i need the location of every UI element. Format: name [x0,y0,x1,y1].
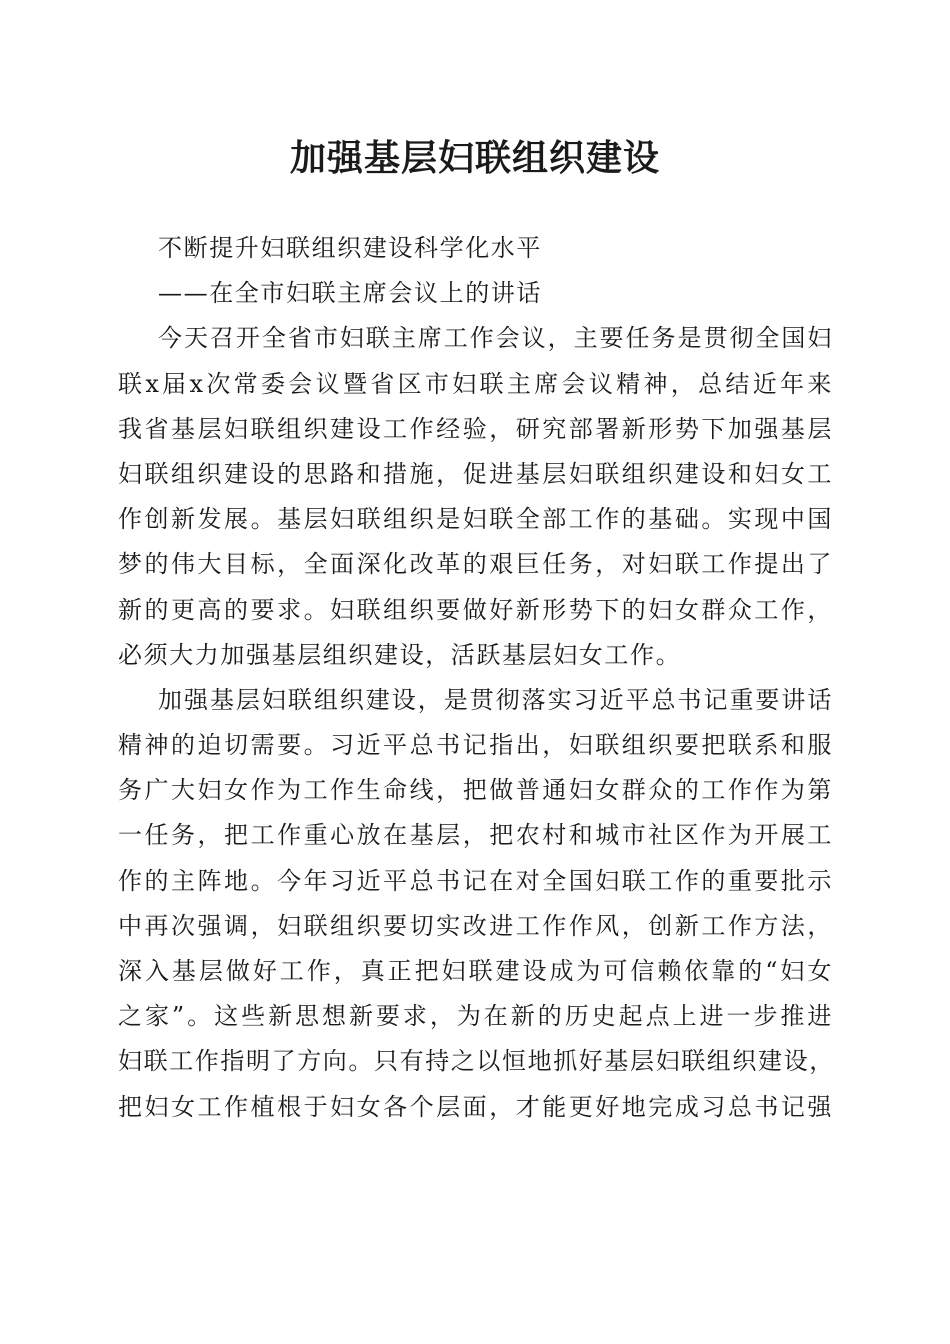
text-line: 作创新发展。基层妇联组织是妇联全部工作的基础。实现中国 [118,505,833,534]
text-line: 梦的伟大目标，全面深化改革的艰巨任务，对妇联工作提出了 [118,550,833,579]
text-line: 一任务，把工作重心放在基层，把农村和城市社区作为开展工 [118,821,833,850]
text-line: 中再次强调，妇联组织要切实改进工作作风，创新工作方法， [118,911,833,940]
text-line: 之家”。这些新思想新要求，为在新的历史起点上进一步推进 [118,1002,833,1031]
text-line: 妇联工作指明了方向。只有持之以恒地抓好基层妇联组织建设， [118,1047,835,1076]
text-line: 作的主阵地。今年习近平总书记在对全国妇联工作的重要批示 [118,866,833,895]
text-line: 深入基层做好工作，真正把妇联建设成为可信赖依靠的“妇女 [118,957,833,985]
text-line: 不断提升妇联组织建设科学化水平 [158,234,542,262]
text-line: 必须大力加强基层组织建设，活跃基层妇女工作。 [118,640,682,669]
document-body [118,226,833,1130]
text-line: 务广大妇女作为工作生命线，把做普通妇女群众的工作作为第 [118,776,833,805]
text-line: 联x届x次常委会议暨省区市妇联主席会议精神，总结近年来 [118,369,833,398]
text-line: 妇联组织建设的思路和措施，促进基层妇联组织建设和妇女工 [118,459,833,488]
text-line: 把妇女工作植根于妇女各个层面，才能更好地完成习总书记强 [118,1092,833,1121]
text-line: 加强基层妇联组织建设，是贯彻落实习近平总书记重要讲话 [158,685,833,714]
text-line: 新的更高的要求。妇联组织要做好新形势下的妇女群众工作， [118,595,833,624]
document-title: 加强基层妇联组织建设 [289,137,660,179]
text-line: 精神的迫切需要。习近平总书记指出，妇联组织要把联系和服 [118,731,833,760]
text-line: 今天召开全省市妇联主席工作会议，主要任务是贯彻全国妇 [158,324,833,353]
text-line: 我省基层妇联组织建设工作经验，研究部署新形势下加强基层 [118,414,833,443]
text-line: ——在全市妇联主席会议上的讲话 [158,279,542,308]
